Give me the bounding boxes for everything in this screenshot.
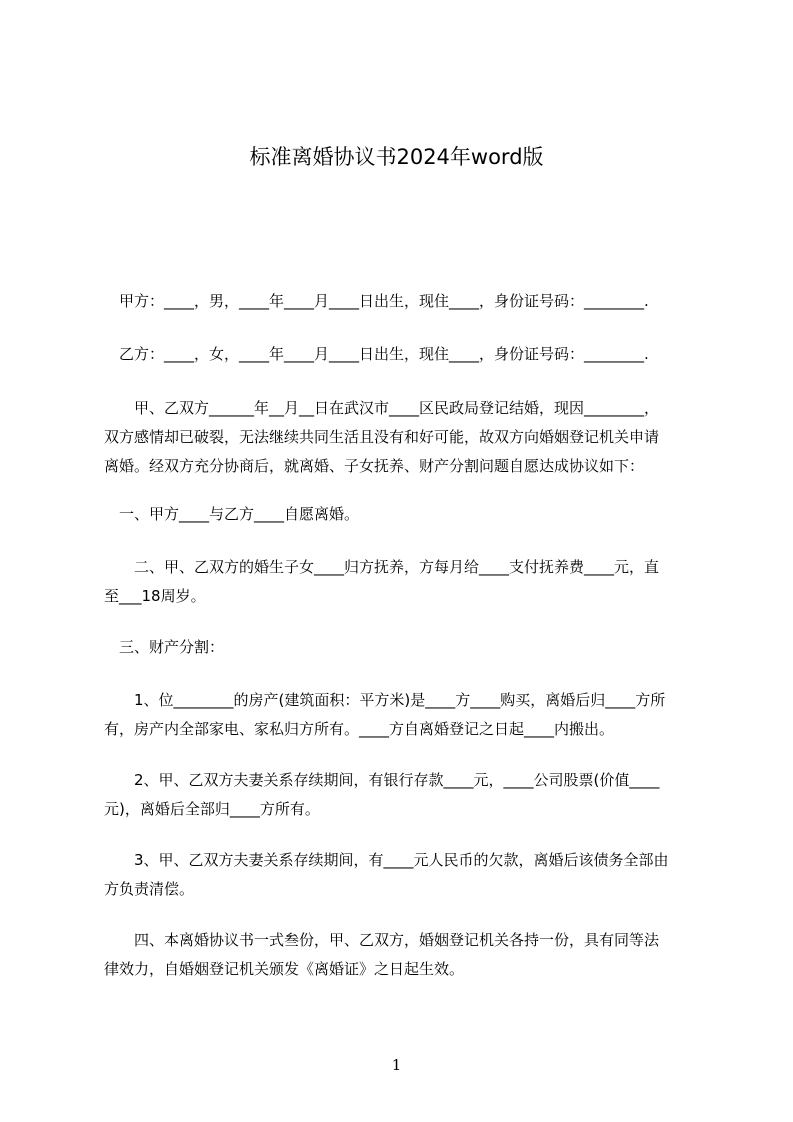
intro-paragraph: [104, 394, 704, 481]
clause-3-3-paragraph: [104, 846, 704, 904]
clause-1-paragraph: [104, 500, 704, 529]
clause-3-3-line: 3、甲、乙双方夫妻关系存续期间，有____元人民币的欠款，离婚后该债务全部由: [104, 851, 669, 869]
party-a-line: 甲方：____，男，____年____月____日出生，现住____，身份证号码：________.: [104, 292, 649, 310]
clause-1-line: 一、甲方____与乙方____自愿离婚。: [104, 505, 360, 523]
party-b-paragraph: [104, 340, 704, 369]
intro-line: 甲、乙双方______年__月__日在武汉市____区民政局登记结婚，现因________，: [104, 399, 660, 417]
clause-4-line: 律效力，自婚姻登记机关颁发《离婚证》之日起生效。: [104, 960, 465, 978]
clause-3-3-line: 方负责清偿。: [104, 880, 195, 898]
clause-4-line: 四、本离婚协议书一式叁份，甲、乙双方，婚姻登记机关各持一份，具有同等法: [104, 931, 660, 949]
clause-4-paragraph: [104, 926, 704, 984]
page-number: 1: [391, 1056, 402, 1074]
clause-3-heading-line: 三、财产分割：: [104, 638, 225, 656]
clause-2-line: 至___18周岁。: [104, 587, 206, 605]
intro-line: 离婚。经双方充分协商后，就离婚、子女抚养、财产分割问题自愿达成协议如下：: [104, 457, 645, 475]
clause-3-1-paragraph: [104, 686, 704, 744]
clause-3-2-paragraph: [104, 766, 704, 824]
party-b-line: 乙方：____，女，____年____月____日出生，现住____，身份证号码：________.: [104, 345, 649, 363]
clause-2-line: 二、甲、乙双方的婚生子女____归方抚养，方每月给____支付抚养费____元，直: [104, 558, 660, 576]
clause-3-2-line: 元)，离婚后全部归____方所有。: [104, 800, 320, 818]
clause-3-1-line: 1、位________的房产(建筑面积：平方米)是____方____购买，离婚后归____方所: [104, 691, 666, 709]
clause-3-heading: [104, 633, 704, 662]
clause-2-paragraph: [104, 553, 704, 611]
clause-3-1-line: 有，房产内全部家电、家私归方所有。____方自离婚登记之日起____内搬出。: [104, 720, 615, 738]
party-a-paragraph: [104, 287, 704, 316]
clause-3-2-line: 2、甲、乙双方夫妻关系存续期间，有银行存款____元，____公司股票(价值____: [104, 771, 660, 789]
document-title: 标准离婚协议书2024年word版: [249, 145, 544, 169]
intro-line: 双方感情却已破裂，无法继续共同生活且没有和好可能，故双方向婚姻登记机关申请: [104, 428, 660, 446]
